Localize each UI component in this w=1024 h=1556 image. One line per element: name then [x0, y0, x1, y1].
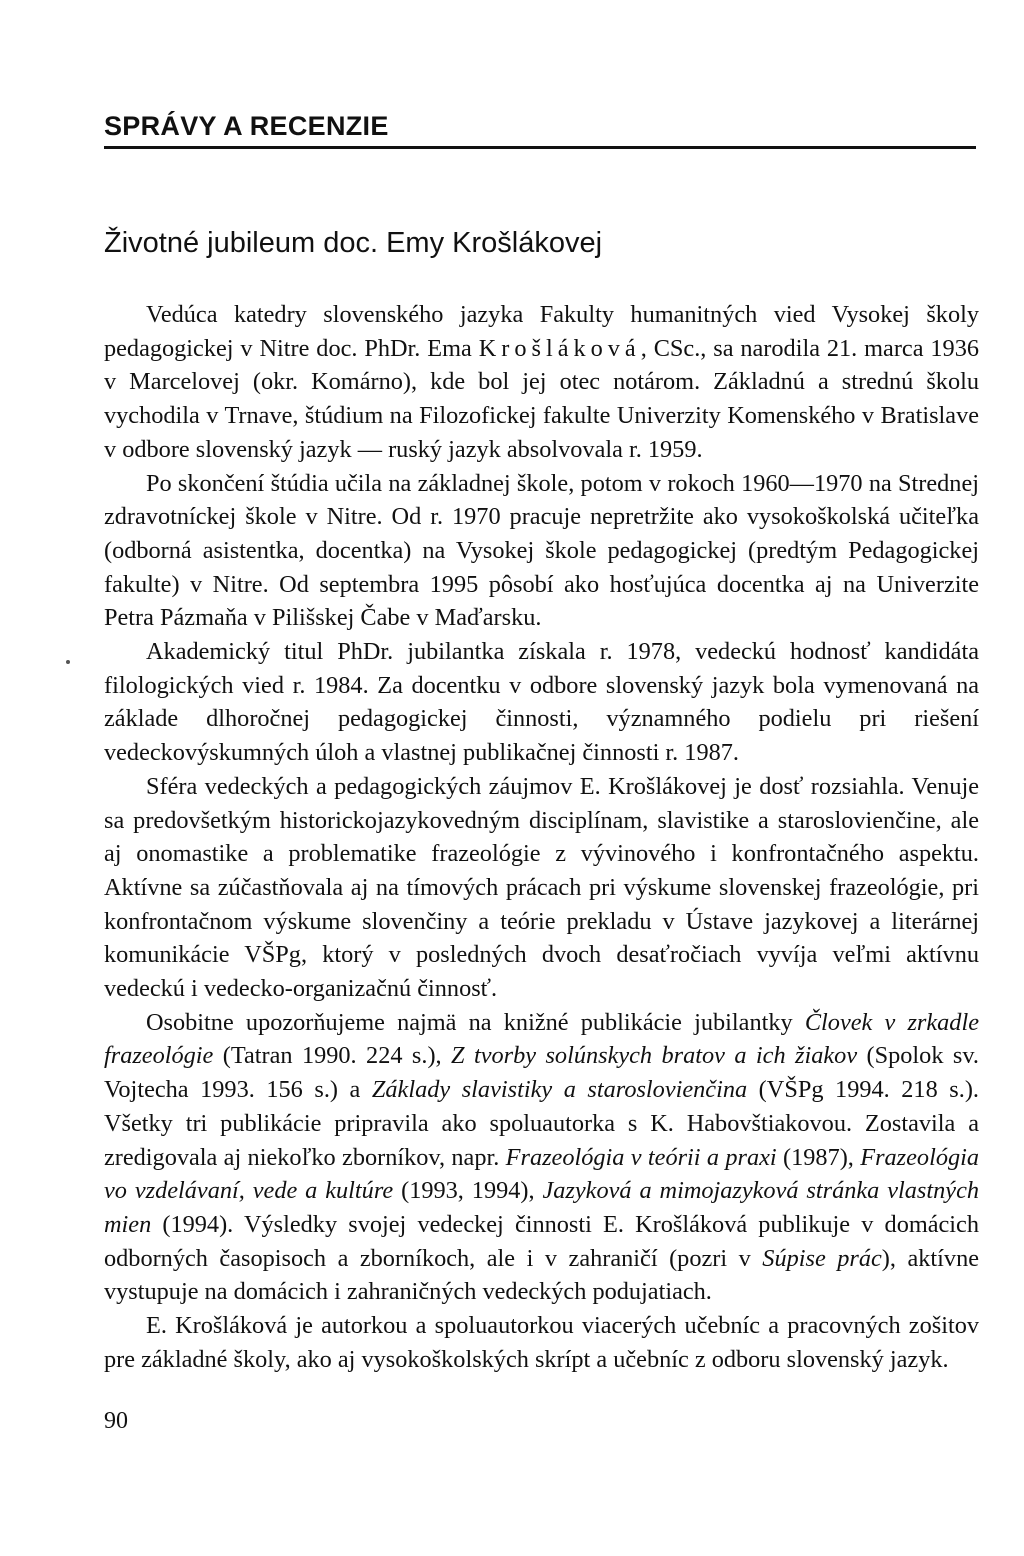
- collection-title-3: Jazyková a mimojazyková stránka vlastných mien: [104, 1177, 980, 1238]
- paragraph-3: Akademický titul PhDr. jubilantka získala r. 1978, vedeckú hodnosť kandidáta filologických vied r. 1984. Za docentku v odbore slovenský jazyk bola vymenovaná na základe dlhoročnej pedagogickej činnosti, významného podielu pri riešení vedeckovýskumných úloh a vlastnej publikačnej činnosti r. 1987.: [104, 638, 979, 767]
- paragraph-5-part-e: (1987),: [776, 1143, 861, 1171]
- book-title-3: Základy slavistiky a staroslovienčina: [371, 1076, 748, 1104]
- paragraph-5-part-d: (VŠPg 1994. 218 s.). Všetky tri publikácie pripravila ako spoluautorka s K. Habovštiakovou. Zostavila a zredigovala aj niekoľko zborníkov, napr.: [104, 1076, 979, 1171]
- paragraph-5-part-f: (1993, 1994),: [393, 1177, 543, 1205]
- bibliography-reference: Súpise prác: [762, 1244, 882, 1272]
- collection-title-1: Frazeológia v teórii a praxi: [505, 1143, 777, 1171]
- surname-spaced: Krošláková: [478, 334, 641, 362]
- paragraph-1-part-a: Vedúca katedry slovenského jazyka Fakulty humanitných vied Vysokej školy pedagogickej v Nitre doc. PhDr. Ema: [104, 301, 979, 362]
- paragraph-5-part-a: Osobitne upozorňujeme najmä na knižné publikácie jubilantky: [146, 1008, 805, 1036]
- section-header: SPRÁVY A RECENZIE: [104, 108, 976, 149]
- margin-dot: [66, 660, 70, 664]
- paragraph-5-part-h: ), aktívne vystupuje na domácich i zahraničných vedeckých podujatiach.: [104, 1244, 979, 1306]
- book-title-1: Človek v zrkadle frazeológie: [104, 1008, 979, 1070]
- paragraph-2: Po skončení štúdia učila na základnej škole, potom v rokoch 1960—1970 na Strednej zdravotníckej škole v Nitre. Od r. 1970 pracuje nepretržite ako vysokoškolská učiteľka (odborná asistentka, docentka) na Vysokej škole pedagogickej (predtým Pedagogickej fakulte) v Nitre. Od septembra 1995 pôsobí ako hosťujúca docentka aj na Univerzite Petra Pázmaňa v Pilišskej Čabe v Maďarsku.: [104, 469, 979, 632]
- page-number: 90: [104, 1408, 128, 1434]
- paragraph-6: E. Krošláková je autorkou a spoluautorkou viacerých učebníc a pracovných zošitov pre základné školy, ako aj vysokoškolských skrípt a učebníc z odboru slovenský jazyk.: [104, 1312, 979, 1373]
- paragraph-1: [104, 298, 979, 467]
- paragraph-5-part-g: (1994). Výsledky svojej vedeckej činnosti E. Krošláková publikuje v domácich odborných časopisoch a zborníkoch, ale i v zahraničí (pozri v: [104, 1210, 979, 1272]
- paragraph-5: [104, 1006, 979, 1309]
- article-body: [104, 298, 979, 1377]
- paragraph-5-part-b: (Tatran 1990. 224 s.),: [213, 1042, 452, 1070]
- collection-title-2: Frazeológia vo vzdelávaní, vede a kultúre: [104, 1143, 980, 1205]
- paragraph-4: Sféra vedeckých a pedagogických záujmov E. Krošlákovej je dosť rozsiahla. Venuje sa predovšetkým historickojazykovedným disciplínam, slavistike a staroslovienčine, ale aj onomastike a problematike frazeológie z vývinového i konfrontačného aspektu. Aktívne sa zúčastňovala aj na tímových prácach pri výskume slovenskej frazeológie, pri konfrontačnom výskume slovenčiny a teórie prekladu v Ústave jazykovej a literárnej komunikácie VŠPg, ktorý v posledných dvoch desaťročiach vyvíja veľmi aktívnu vedeckú i vedecko-organizačnú činnosť.: [104, 772, 979, 1003]
- paragraph-5-part-c: (Spolok sv. Vojtecha 1993. 156 s.) a: [104, 1042, 979, 1104]
- article-title: Životné jubileum doc. Emy Krošlákovej: [104, 227, 603, 259]
- paragraph-1-part-b: , CSc., sa narodila 21. marca 1936 v Marcelovej (okr. Komárno), kde bol jej otec notárom. Základnú a strednú školu vychodila v Trnave, štúdium na Filozofickej fakulte Univerzity Komenského v Bratislave v odbore slovenský jazyk — ruský jazyk absolvovala r. 1959.: [104, 334, 979, 463]
- book-title-2: Z tvorby solúnskych bratov a ich žiakov: [451, 1042, 858, 1070]
